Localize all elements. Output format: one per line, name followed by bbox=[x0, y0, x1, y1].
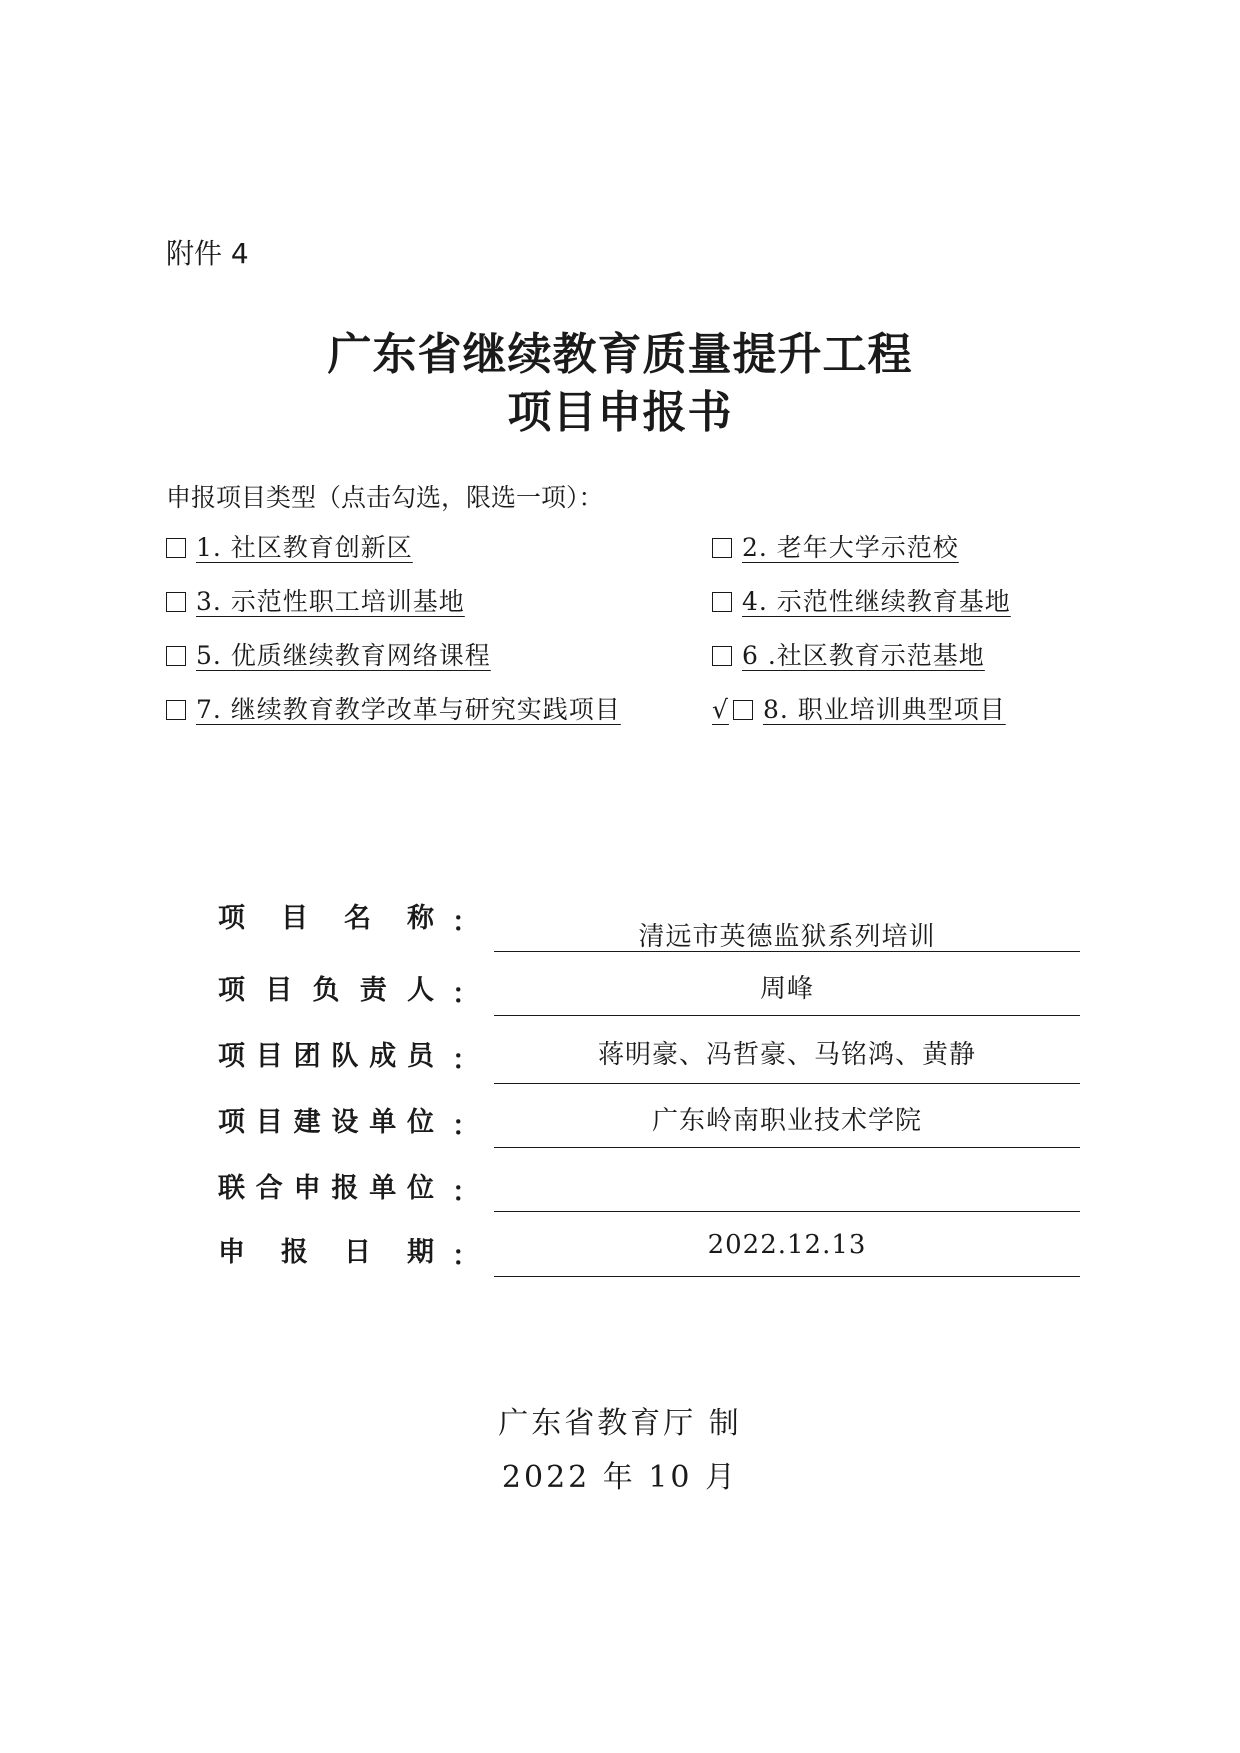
option-label: 1. 社区教育创新区 bbox=[196, 533, 413, 562]
field-label-project-name bbox=[218, 896, 479, 938]
checkbox-icon[interactable] bbox=[733, 700, 753, 720]
option-label: 4. 示范性继续教育基地 bbox=[742, 587, 1011, 616]
field-value-project-name[interactable]: 清远市英德监狱系列培训 bbox=[638, 922, 936, 952]
field-underline bbox=[494, 1015, 1080, 1016]
attachment-label: 附件 4 bbox=[166, 237, 249, 270]
document-title-line1: 广东省继续教育质量提升工程 bbox=[327, 329, 913, 380]
field-underline bbox=[494, 1211, 1080, 1212]
issuer-text: 广东省教育厅 制 bbox=[498, 1406, 742, 1441]
label-colon: ： bbox=[452, 1241, 479, 1272]
field-value-team-members[interactable]: 蒋明豪、冯哲豪、马铭鸿、黄静 bbox=[597, 1040, 976, 1070]
label-text: 项目负责人 bbox=[218, 975, 434, 1006]
option-2[interactable] bbox=[712, 528, 959, 564]
option-6[interactable] bbox=[712, 636, 985, 672]
label-text: 项目名称 bbox=[218, 903, 434, 934]
checkbox-icon[interactable] bbox=[712, 592, 732, 612]
option-8[interactable] bbox=[712, 690, 1006, 726]
label-text: 联合申报单位 bbox=[218, 1173, 434, 1204]
field-value-project-leader[interactable]: 周峰 bbox=[759, 974, 814, 1004]
option-4[interactable] bbox=[712, 582, 1011, 618]
checkbox-icon[interactable] bbox=[712, 646, 732, 666]
option-3[interactable] bbox=[166, 582, 465, 618]
field-underline bbox=[494, 1083, 1080, 1084]
issue-date: 2022 年 10 月 bbox=[501, 1460, 739, 1495]
checkbox-icon[interactable] bbox=[166, 646, 186, 666]
option-label: 6 .社区教育示范基地 bbox=[742, 641, 985, 670]
option-1[interactable] bbox=[166, 528, 413, 564]
field-label-joint-unit bbox=[218, 1166, 479, 1208]
option-label: 5. 优质继续教育网络课程 bbox=[196, 641, 491, 670]
project-type-heading: 申报项目类型（点击勾选，限选一项）： bbox=[166, 483, 604, 512]
field-label-project-leader bbox=[218, 968, 479, 1010]
label-colon: ： bbox=[452, 1177, 479, 1208]
label-colon: ： bbox=[452, 1111, 479, 1142]
option-label: 8. 职业培训典型项目 bbox=[762, 695, 1006, 724]
field-label-team-members bbox=[218, 1034, 479, 1076]
option-7[interactable] bbox=[166, 690, 621, 726]
option-label: 3. 示范性职工培训基地 bbox=[196, 587, 465, 616]
field-underline bbox=[494, 951, 1080, 952]
field-value-submission-date[interactable]: 2022.12.13 bbox=[707, 1230, 867, 1260]
document-title-line2: 项目申报书 bbox=[507, 387, 733, 438]
checkbox-icon[interactable] bbox=[712, 538, 732, 558]
checkmark-icon: √ bbox=[712, 695, 729, 724]
field-value-construction-unit[interactable]: 广东岭南职业技术学院 bbox=[651, 1106, 922, 1136]
option-label: 2. 老年大学示范校 bbox=[742, 533, 959, 562]
label-colon: ： bbox=[452, 907, 479, 938]
label-text: 项目建设单位 bbox=[218, 1107, 434, 1138]
label-colon: ： bbox=[452, 979, 479, 1010]
checkbox-icon[interactable] bbox=[166, 592, 186, 612]
option-5[interactable] bbox=[166, 636, 491, 672]
checkbox-icon[interactable] bbox=[166, 700, 186, 720]
field-label-submission-date bbox=[218, 1230, 479, 1272]
field-underline bbox=[494, 1276, 1080, 1277]
label-text: 申报日期 bbox=[218, 1237, 434, 1268]
label-colon: ： bbox=[452, 1045, 479, 1076]
field-underline bbox=[494, 1147, 1080, 1148]
field-label-construction-unit bbox=[218, 1100, 479, 1142]
label-text: 项目团队成员 bbox=[218, 1041, 434, 1072]
option-label: 7. 继续教育教学改革与研究实践项目 bbox=[196, 695, 621, 724]
checkbox-icon[interactable] bbox=[166, 538, 186, 558]
